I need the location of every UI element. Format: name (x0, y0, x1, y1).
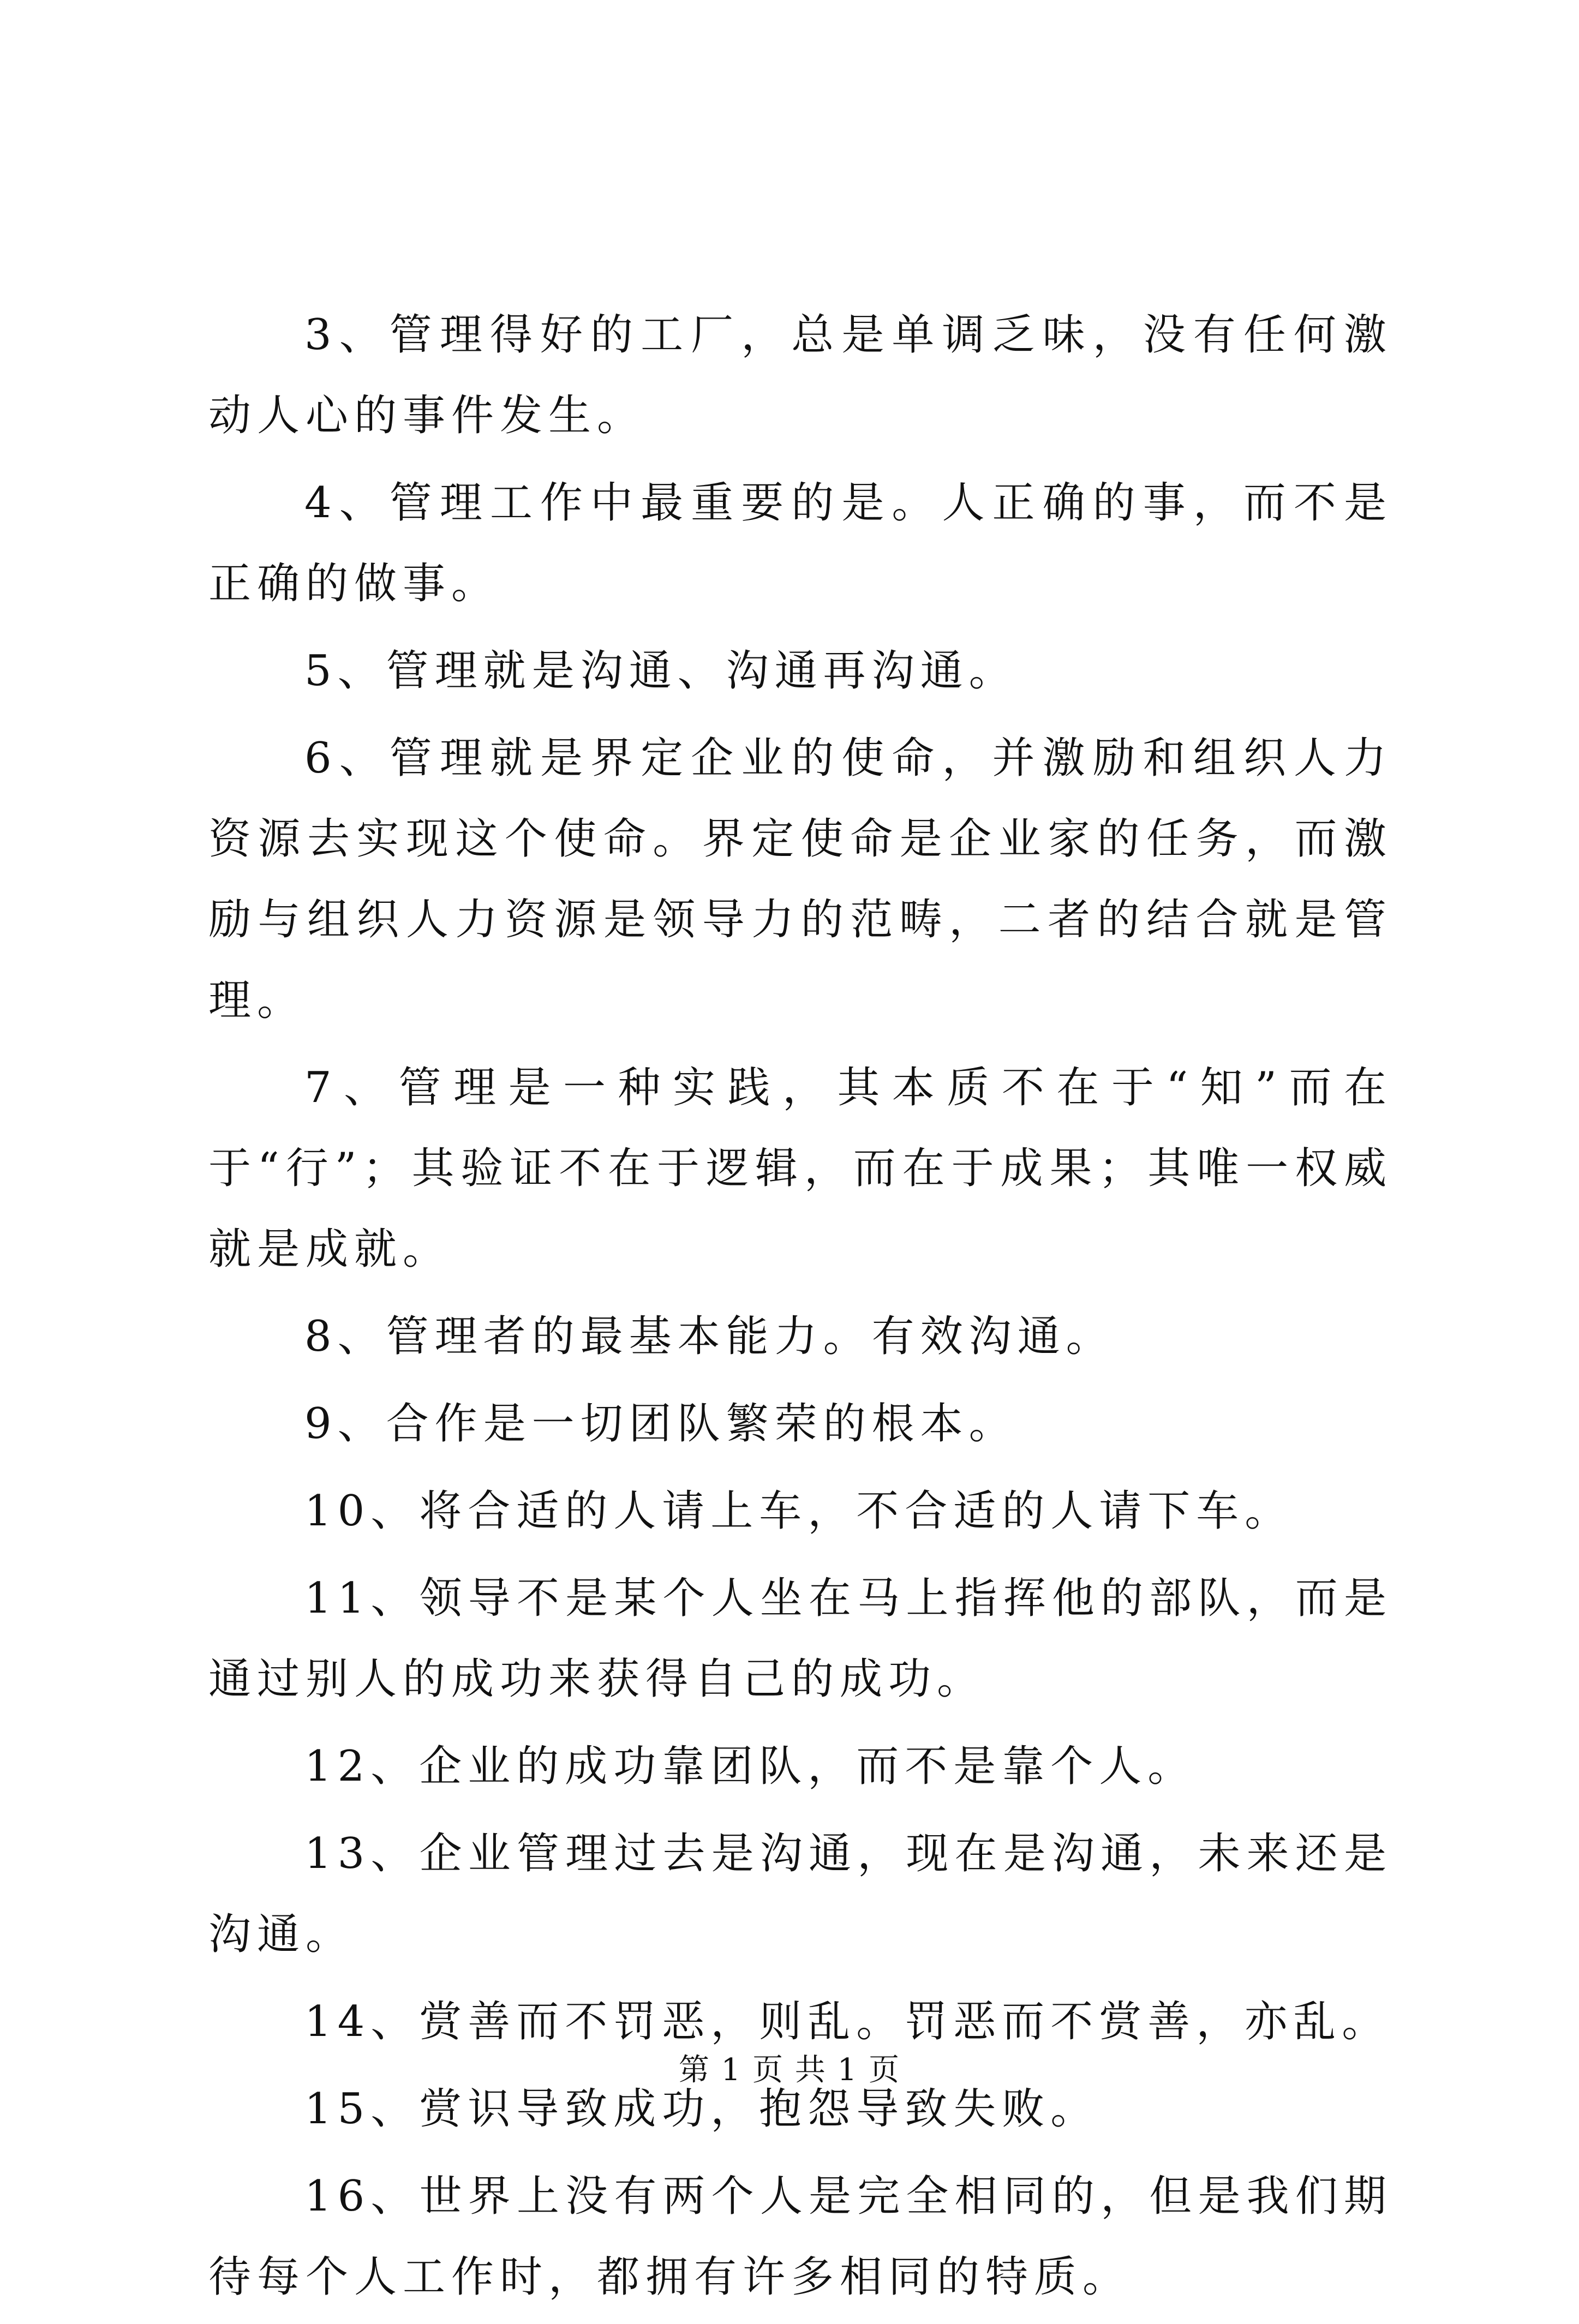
paragraph-12: 12、企业的成功靠团队，而不是靠个人。 (304, 1742, 1197, 1791)
paragraph-16: 16、世界上没有两个人是完全相同的，但是我们期待每个人工作时，都拥有许多相同的特质。 (208, 2172, 1392, 2302)
paragraph-5: 5、管理就是沟通、沟通再沟通。 (304, 646, 1018, 696)
page-footer: 第 1 页 共 1 页 (678, 2052, 901, 2088)
paragraph-6: 6、管理就是界定企业的使命，并激励和组织人力资源去实现这个使命。界定使命是企业家的任务，而激励与组织人力资源是领导力的范畴，二者的结合就是管理。 (208, 734, 1392, 1025)
paragraph-3: 3、管理得好的工厂，总是单调乏味，没有任何激动人心的事件发生。 (208, 310, 1392, 440)
paragraph-14: 14、赏善而不罚恶，则乱。罚恶而不赏善，亦乱。 (304, 1997, 1391, 2046)
paragraph-4: 4、管理工作中最重要的是。人正确的事，而不是正确的做事。 (208, 478, 1392, 608)
paragraph-13: 13、企业管理过去是沟通，现在是沟通，未来还是沟通。 (208, 1829, 1392, 1959)
document-body (208, 295, 1392, 2324)
paragraph-15: 15、赏识导致成功，抱怨导致失败。 (304, 2085, 1099, 2134)
paragraph-11: 11、领导不是某个人坐在马上指挥他的部队，而是通过别人的成功来获得自己的成功。 (208, 1574, 1392, 1704)
paragraph-10: 10、将合适的人请上车，不合适的人请下车。 (304, 1487, 1294, 1536)
paragraph-9: 9、合作是一切团队繁荣的根本。 (304, 1399, 1018, 1448)
paragraph-7: 7、管理是一种实践，其本质不在于“知”而在于“行”；其验证不在于逻辑，而在于成果；其唯一权威就是成就。 (208, 1063, 1392, 1274)
paragraph-8: 8、管理者的最基本能力。有效沟通。 (304, 1312, 1115, 1361)
